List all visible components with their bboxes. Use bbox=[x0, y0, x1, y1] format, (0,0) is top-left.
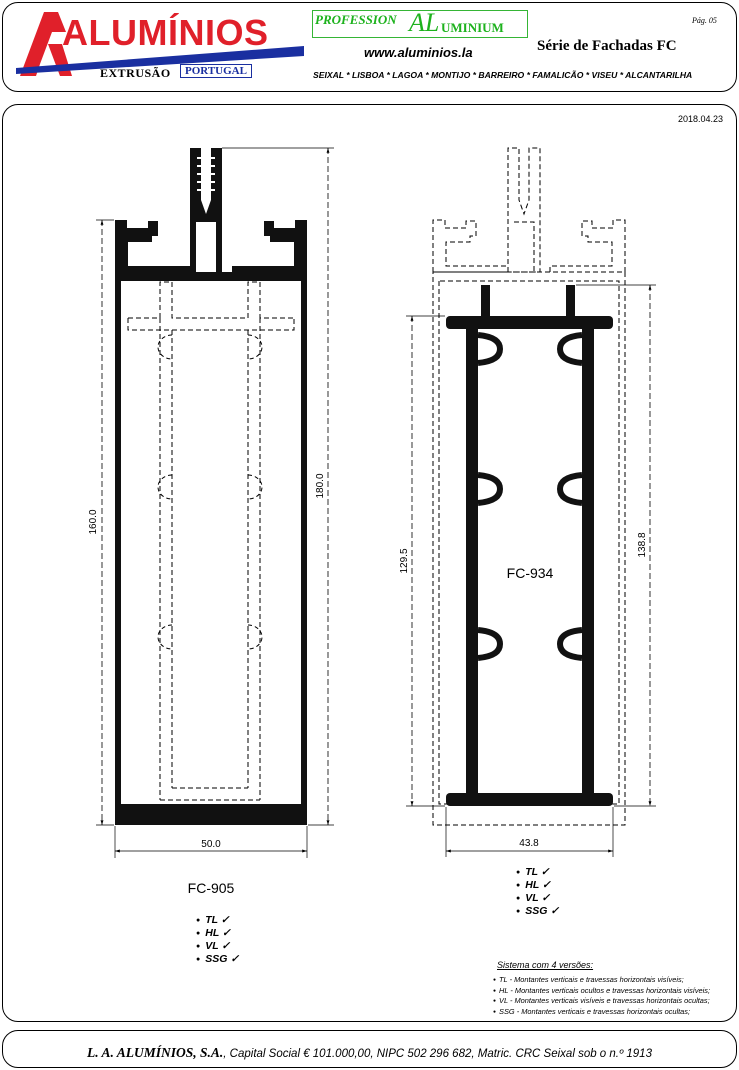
fc905-tube bbox=[115, 272, 307, 825]
fc905-center-stem bbox=[190, 148, 222, 272]
system-legend bbox=[493, 975, 710, 1017]
fc905-code-label: FC-905 bbox=[187, 880, 235, 896]
profile-fc-905 bbox=[88, 148, 334, 858]
website-link[interactable]: www.aluminios.la bbox=[364, 45, 473, 60]
brand-al: AL bbox=[409, 8, 440, 37]
locations-list: SEIXAL * LISBOA * LAGOA * MONTIJO * BARREIRO * FAMALICÃO * VISEU * ALCANTARILHA bbox=[313, 70, 693, 80]
legend-item-tl: ● TL - Montantes verticais e travessas horizontais visíveis; bbox=[493, 975, 710, 986]
fc905-left-height-label: 160.0 bbox=[88, 509, 99, 535]
fc905-versions bbox=[196, 914, 239, 966]
fc934-code-label: FC-934 bbox=[506, 565, 554, 581]
brand-part2: UMINIUM bbox=[441, 20, 504, 35]
drawing-date: 2018.04.23 bbox=[678, 114, 724, 124]
fc905-width-label: 50.0 bbox=[201, 839, 221, 850]
fc905-insert-hooks bbox=[158, 335, 262, 649]
fc905-version-hl: ● HL ✓ bbox=[196, 927, 239, 940]
fc934-ghost-frame bbox=[433, 148, 625, 825]
system-title: Sistema com 4 versões: bbox=[497, 960, 594, 970]
fc934-version-vl: ● VL ✓ bbox=[516, 892, 559, 905]
page-number: Pág. 05 bbox=[692, 16, 717, 25]
brand-part1: PROFESSION bbox=[315, 12, 397, 27]
fc905-version-tl: ● TL ✓ bbox=[196, 914, 239, 927]
fc905-version-ssg: ● SSG ✓ bbox=[196, 953, 239, 966]
portugal-label: PORTUGAL bbox=[180, 64, 252, 78]
legend-item-hl: ● HL - Montantes verticais ocultos e travessas horizontais visíveis; bbox=[493, 986, 710, 997]
fc934-left-height-label: 129.5 bbox=[399, 548, 410, 574]
fc905-right-height-label: 180.0 bbox=[315, 473, 326, 499]
fc905-bottom-plate bbox=[115, 806, 307, 825]
logo-wordmark: ALUMÍNIOS bbox=[62, 12, 269, 53]
fc934-hooks bbox=[478, 335, 582, 658]
series-title: Série de Fachadas FC bbox=[537, 38, 677, 54]
fc905-insert-body bbox=[128, 318, 294, 800]
fc934-right-height-label: 138.8 bbox=[637, 532, 648, 558]
legend-item-ssg: ● SSG - Montantes verticais e travessas horizontais ocultas; bbox=[493, 1007, 710, 1018]
fc934-version-tl: ● TL ✓ bbox=[516, 866, 559, 879]
profile-fc-934 bbox=[399, 148, 656, 857]
fc934-version-hl: ● HL ✓ bbox=[516, 879, 559, 892]
fc905-left-channel bbox=[115, 220, 190, 272]
footer-details: , Capital Social € 101.000,00, NIPC 502 296 682, Matric. CRC Seixal sob o n.º 1913 bbox=[223, 1048, 652, 1060]
footer-text bbox=[0, 1045, 739, 1061]
legend-item-vl: ● VL - Montantes verticais visíveis e travessas horizontais ocultas; bbox=[493, 996, 710, 1007]
fc934-width-label: 43.8 bbox=[519, 838, 539, 849]
fc934-versions bbox=[516, 866, 559, 918]
fc934-version-ssg: ● SSG ✓ bbox=[516, 905, 559, 918]
fc934-solid-profile bbox=[446, 285, 613, 806]
fc905-version-vl: ● VL ✓ bbox=[196, 940, 239, 953]
fc905-insert-top bbox=[128, 282, 294, 318]
extrusao-label: EXTRUSÃO bbox=[100, 66, 171, 80]
footer-company: L. A. ALUMÍNIOS, S.A. bbox=[87, 1045, 224, 1060]
fc905-right-channel bbox=[232, 220, 307, 272]
